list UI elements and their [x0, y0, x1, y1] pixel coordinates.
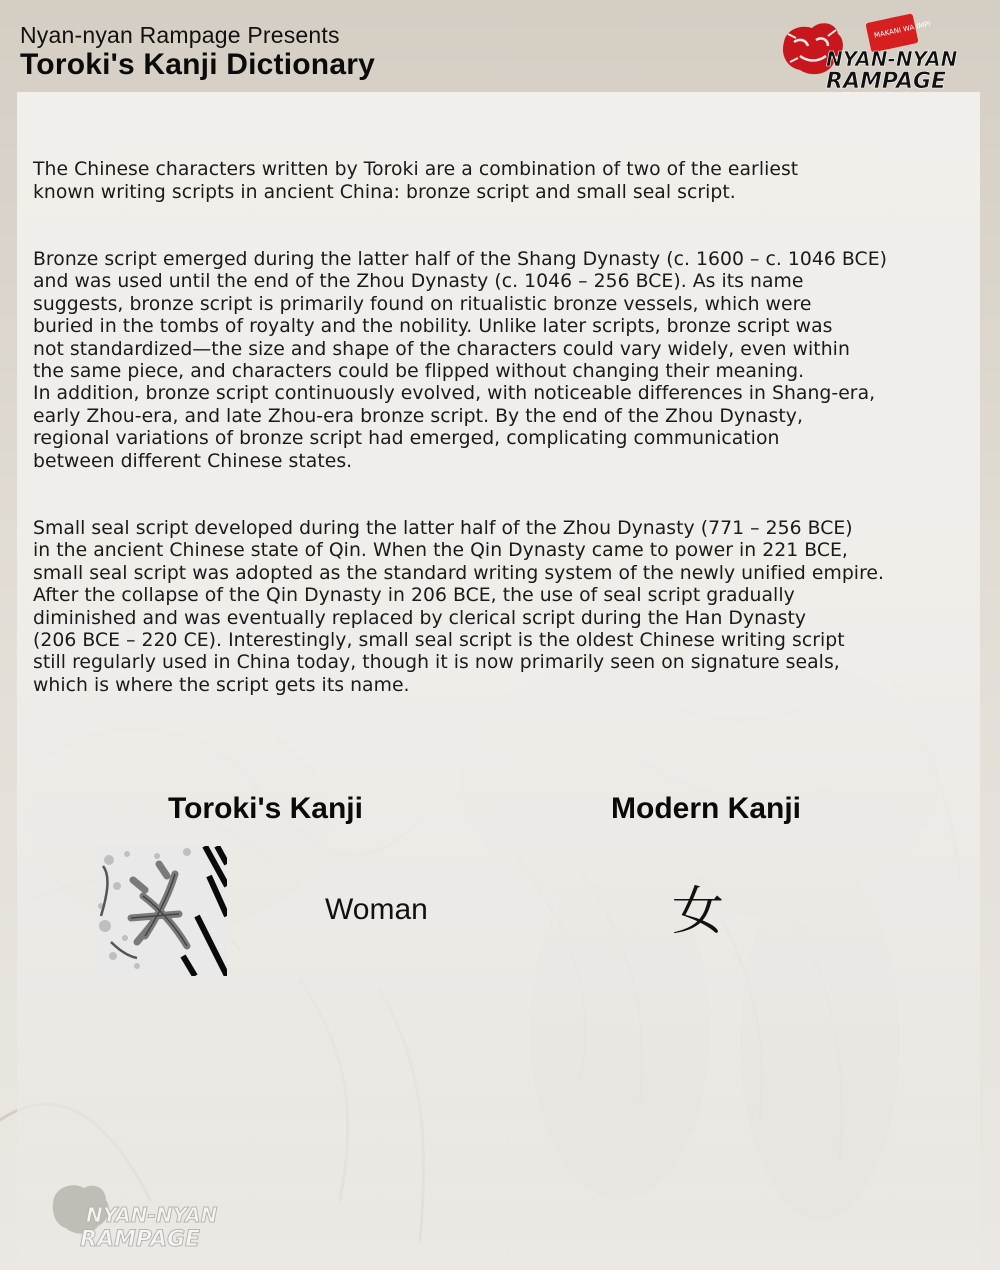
nyan-nyan-rampage-logo [776, 12, 966, 92]
kanji-meaning: Woman [325, 893, 428, 926]
bronze-script-woman-glyph [97, 846, 227, 976]
page-title: Toroki's Kanji Dictionary [20, 48, 375, 81]
article-body [33, 137, 978, 742]
paragraph-bronze-script: Bronze script emerged during the latter half of the Shang Dynasty (c. 1600 – c. 1046 BCE) and was used until the end of the Zhou Dynasty (c. 1046 – 256 BCE). As its name suggests, bronze script is primarily found on ritualistic bronze vessels, which were buried in the tombs of royalty and the nobility. Unlike later scripts, bronze script was not standardized—the size and shape of the characters could vary widely, even within the same piece, and characters could be flipped without changing their meaning. In addition, bronze script continuously evolved, with noticeable differences in Shang-era, early Zhou-era, and late Zhou-era bronze script. By the end of the Zhou Dynasty, regional variations of bronze script had emerged, complicating communication between different Chinese states. [33, 249, 887, 472]
watermark-text-line1: NYAN-NYAN [86, 1203, 218, 1227]
torokis-kanji-image [97, 846, 227, 976]
logo-text-line1: NYAN-NYAN [826, 47, 958, 71]
paragraph-small-seal-script: Small seal script developed during the latter half of the Zhou Dynasty (771 – 256 BCE) in the ancient Chinese state of Qin. When the Qin Dynasty came to power in 221 BCE, small seal script was adopted as the standard writing system of the newly unified empire. After the collapse of the Qin Dynasty in 206 BCE, the use of seal script gradually diminished and was eventually replaced by clerical script during the Han Dynasty (206 BCE – 220 CE). Interestingly, small seal script is the oldest Chinese writing script still regularly used in China today, though it is now primarily seen on signature seals, which is where the script gets its name. [33, 517, 885, 696]
watermark-text-line2: RAMPAGE [80, 1227, 201, 1252]
watermark-logo [50, 1180, 220, 1260]
logo-text-line2: RAMPAGE [826, 69, 947, 92]
modern-kanji-character: 女 [672, 882, 725, 942]
paragraph-intro: The Chinese characters written by Toroki are a combination of two of the earliest known writing scripts in ancient China: bronze script and small seal script. [33, 159, 799, 203]
header-subtitle: Nyan-nyan Rampage Presents [20, 22, 340, 48]
stamp-text: MAKANI WA IMPI [873, 19, 932, 40]
modern-kanji-heading: Modern Kanji [611, 792, 802, 825]
torokis-kanji-heading: Toroki's Kanji [168, 792, 363, 825]
